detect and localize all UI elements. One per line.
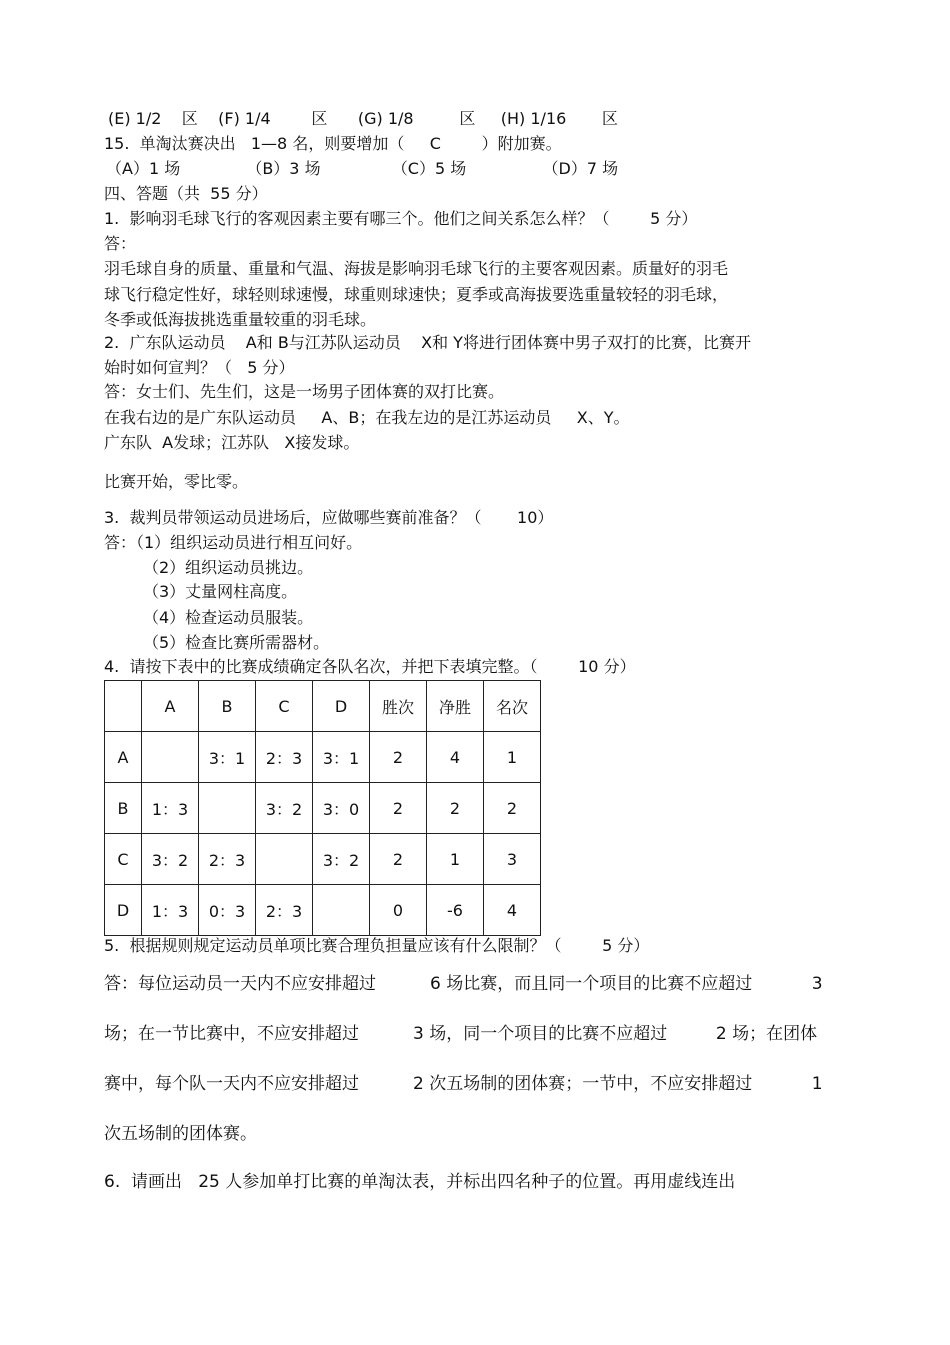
table-cell: [313, 885, 370, 936]
results-table: [104, 680, 541, 936]
table-cell: [199, 783, 256, 834]
table-cell: 2：3: [199, 834, 256, 885]
table-row: [105, 732, 541, 783]
table-cell: 0: [370, 885, 427, 936]
table-cell: A: [105, 732, 142, 783]
table-cell: [105, 681, 142, 732]
table-cell: 2：3: [256, 732, 313, 783]
table-cell: 名次: [484, 681, 541, 732]
answer3-item-1: 答：（1）组织运动员进行相互问好。: [104, 533, 363, 552]
table-cell: 3: [484, 834, 541, 885]
table-cell: 2: [370, 783, 427, 834]
answer2-text-2: 在我右边的是广东队运动员 A、B；在我左边的是江苏运动员 X、Y。: [104, 408, 630, 427]
table-cell: A: [142, 681, 199, 732]
table-cell: 1: [427, 834, 484, 885]
table-cell: 4: [427, 732, 484, 783]
answer2-question-2: 始时如何宣判？（ 5 分）: [104, 358, 295, 377]
answer3-item-4: （4）检查运动员服装。: [143, 608, 314, 627]
table-cell: C: [256, 681, 313, 732]
table-cell: 3：1: [199, 732, 256, 783]
table-cell: B: [105, 783, 142, 834]
table-header-row: [105, 681, 541, 732]
answer3-item-3: （3）丈量网柱高度。: [143, 582, 298, 601]
table-cell: 3：0: [313, 783, 370, 834]
table-cell: [256, 834, 313, 885]
table-cell: 3：2: [256, 783, 313, 834]
table-cell: 1: [484, 732, 541, 783]
q15-options: （A）1 场 （B）3 场 （C）5 场 （D）7 场: [106, 159, 619, 178]
question6-text: 6. 请画出 25 人参加单打比赛的单淘汰表，并标出四名种子的位置。再用虚线连出: [104, 1172, 736, 1192]
answer5-text-1: 答：每位运动员一天内不应安排超过 6 场比赛，而且同一个项目的比赛不应超过 3: [104, 974, 823, 994]
table-cell: 胜次: [370, 681, 427, 732]
answer2-text-3: 广东队 A发球；江苏队 X接发球。: [104, 433, 360, 452]
q14-options-line: (E) 1/2 区 (F) 1/4 区 (G) 1/8 区 (H) 1/16 区: [108, 109, 618, 128]
table-cell: 4: [484, 885, 541, 936]
table-cell: 1：3: [142, 783, 199, 834]
table-cell: 2: [370, 834, 427, 885]
answer1-question: 1. 影响羽毛球飞行的客观因素主要有哪三个。他们之间关系怎么样？（ 5 分）: [104, 209, 698, 228]
answer3-question: 3. 裁判员带领运动员进场后，应做哪些赛前准备？（ 10）: [104, 508, 554, 527]
answer4-question: 4. 请按下表中的比赛成绩确定各队名次，并把下表填完整。（ 10 分）: [104, 657, 636, 676]
answer5-text-3: 赛中，每个队一天内不应安排超过 2 次五场制的团体赛；一节中，不应安排超过 1: [104, 1074, 823, 1094]
table-cell: 0：3: [199, 885, 256, 936]
answer5-text-4: 次五场制的团体赛。: [104, 1124, 257, 1144]
table-cell: [142, 732, 199, 783]
answer3-item-2: （2）组织运动员挑边。: [143, 558, 314, 577]
answer1-label: 答：: [104, 234, 137, 253]
answer3-item-5: （5）检查比赛所需器材。: [143, 633, 330, 652]
answer1-text-1: 羽毛球自身的质量、重量和气温、海拔是影响羽毛球飞行的主要客观因素。质量好的羽毛: [104, 259, 729, 278]
table-cell: -6: [427, 885, 484, 936]
table-cell: D: [105, 885, 142, 936]
section-heading: 四、答题（共 55 分）: [104, 184, 268, 203]
table-cell: 净胜: [427, 681, 484, 732]
table-cell: 3：2: [142, 834, 199, 885]
table-cell: C: [105, 834, 142, 885]
table-row: [105, 783, 541, 834]
answer1-text-3: 冬季或低海拔挑选重量较重的羽毛球。: [104, 310, 377, 329]
table-row: [105, 885, 541, 936]
table-cell: 3：2: [313, 834, 370, 885]
table-row: [105, 834, 541, 885]
answer2-text-4: 比赛开始，零比零。: [104, 472, 249, 491]
table-cell: 1：3: [142, 885, 199, 936]
table-cell: 2: [370, 732, 427, 783]
table-cell: 3：1: [313, 732, 370, 783]
table-cell: 2: [484, 783, 541, 834]
table-cell: D: [313, 681, 370, 732]
q15-question: 15. 单淘汰赛决出 1—8 名，则要增加（ C ）附加赛。: [104, 134, 562, 153]
table-cell: 2：3: [256, 885, 313, 936]
answer2-question-1: 2. 广东队运动员 A和 B与江苏队运动员 X和 Y将进行团体赛中男子双打的比赛，比赛开: [104, 333, 751, 352]
answer5-question: 5. 根据规则规定运动员单项比赛合理负担量应该有什么限制？（ 5 分）: [104, 936, 650, 955]
answer2-text-1: 答：女士们、先生们，这是一场男子团体赛的双打比赛。: [104, 382, 505, 401]
answer1-text-2: 球飞行稳定性好，球轻则球速慢，球重则球速快；夏季或高海拔要选重量较轻的羽毛球，: [104, 285, 729, 304]
answer5-text-2: 场；在一节比赛中，不应安排超过 3 场，同一个项目的比赛不应超过 2 场；在团体: [104, 1024, 818, 1044]
table-cell: 2: [427, 783, 484, 834]
table-cell: B: [199, 681, 256, 732]
